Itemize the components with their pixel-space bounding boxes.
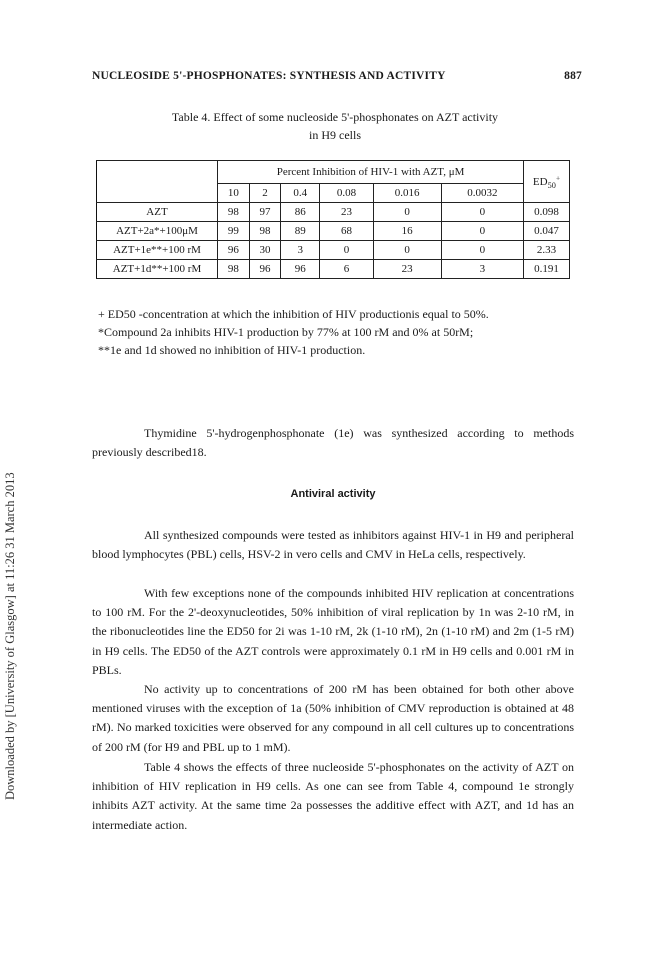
paragraph: Table 4 shows the effects of three nucleoside 5'-phosphonates on the activity of AZT on inhibition of HIV replication in H9 cells. As one can see from Table 4, compound 1e strongly inhibits AZT activity. At the same time 2a possesses the additive effect with AZT, and 1d has an intermediate action.	[92, 760, 574, 832]
table-row	[97, 241, 570, 260]
conc-header: 0.4	[281, 184, 320, 203]
table-cell: 6	[320, 260, 373, 279]
table-footnotes	[98, 305, 578, 359]
ed50-cell: 0.047	[524, 222, 570, 241]
table-cell: 3	[441, 260, 524, 279]
table-cell: 0	[441, 203, 524, 222]
table-cell: 16	[373, 222, 441, 241]
table-cell: 98	[249, 222, 281, 241]
table-cell: 99	[218, 222, 250, 241]
ed50-cell: 2.33	[524, 241, 570, 260]
paragraph: All synthesized compounds were tested as inhibitors against HIV-1 in H9 and peripheral blood lymphocytes (PBL) cells, HSV-2 in vero cells and CMV in HeLa cells, respectively.	[92, 528, 574, 562]
paragraph-synthesis: Thymidine 5'-hydrogenphosphonate (1e) was synthesized according to methods previously described18.	[92, 426, 574, 460]
running-head	[92, 70, 582, 86]
table-cell: 30	[249, 241, 281, 260]
table-cell: 68	[320, 222, 373, 241]
conc-header: 2	[249, 184, 281, 203]
table-cell: 0	[373, 241, 441, 260]
table-caption-line2: in H9 cells	[309, 128, 361, 142]
ed50-header: $ED_{50}^+$	[524, 161, 570, 203]
table-row	[97, 222, 570, 241]
table-cell: 23	[373, 260, 441, 279]
paragraph: With few exceptions none of the compounds inhibited HIV replication at concentrations to 100 rM. For the 2'-deoxynucleotides, 50% inhibition of viral replication by 1n was 2-10 rM, in the ribonucleotides line the ED50 for 2i was 1-10 rM, 2k (1-10 rM), 2n (1-10 rM) and 2m (1-5 rM) in H9 cells. The ED50 of the AZT controls were approximately 0.1 rM in H9 cells and 0.001 rM in PBLs.	[92, 586, 574, 677]
conc-header: 10	[218, 184, 250, 203]
table-4	[96, 160, 570, 279]
table-caption-line1: Table 4. Effect of some nucleoside 5'-phosphonates on AZT activity	[171, 110, 499, 124]
footnote: + ED50 -concentration at which the inhibition of HIV productionis equal to 50%.	[98, 307, 489, 321]
table-cell: 98	[218, 203, 250, 222]
conc-header: 0.016	[373, 184, 441, 203]
conc-header: 0.0032	[441, 184, 524, 203]
row-label: AZT+2a*+100μM	[97, 222, 218, 241]
table-cell: 89	[281, 222, 320, 241]
download-watermark: Downloaded by [University of Glasgow] at 11:26 31 March 2013	[3, 472, 17, 800]
table-cell: 0	[441, 222, 524, 241]
table-cell: 96	[218, 241, 250, 260]
inhibition-group-header: Percent Inhibition of HIV-1 with AZT, μM	[218, 161, 524, 184]
conc-header: 0.08	[320, 184, 373, 203]
row-label: AZT+1e**+100 rM	[97, 241, 218, 260]
table-cell: 98	[218, 260, 250, 279]
row-label-header	[97, 161, 218, 203]
ed50-cell: 0.191	[524, 260, 570, 279]
footnote: *Compound 2a inhibits HIV-1 production by 77% at 100 rM and 0% at 50rM;	[98, 325, 474, 339]
table-cell: 96	[249, 260, 281, 279]
table-row	[97, 260, 570, 279]
table-cell: 0	[320, 241, 373, 260]
table-cell: 23	[320, 203, 373, 222]
section-heading: Antiviral activity	[290, 488, 376, 500]
table-cell: 3	[281, 241, 320, 260]
table-cell: 86	[281, 203, 320, 222]
table-cell: 96	[281, 260, 320, 279]
paragraph: No activity up to concentrations of 200 rM has been obtained for both other above mentioned viruses with the exception of 1a (50% inhibition of CMV reproduction is obtained at 48 rM). No marked toxicities were observed for any compound in all cell cultures up to concentrations of 200 rM (for H9 and PBL up to 1 mM).	[92, 682, 574, 754]
row-label: AZT	[97, 203, 218, 222]
table-cell: 97	[249, 203, 281, 222]
table-cell: 0	[441, 241, 524, 260]
table-caption	[120, 108, 550, 144]
table-row	[97, 203, 570, 222]
ed50-cell: 0.098	[524, 203, 570, 222]
page-number: 887	[564, 70, 582, 82]
running-title: NUCLEOSIDE 5'-PHOSPHONATES: SYNTHESIS AND ACTIVITY	[92, 70, 446, 82]
row-label: AZT+1d**+100 rM	[97, 260, 218, 279]
footnote: **1e and 1d showed no inhibition of HIV-1 production.	[98, 343, 366, 357]
table-cell: 0	[373, 203, 441, 222]
